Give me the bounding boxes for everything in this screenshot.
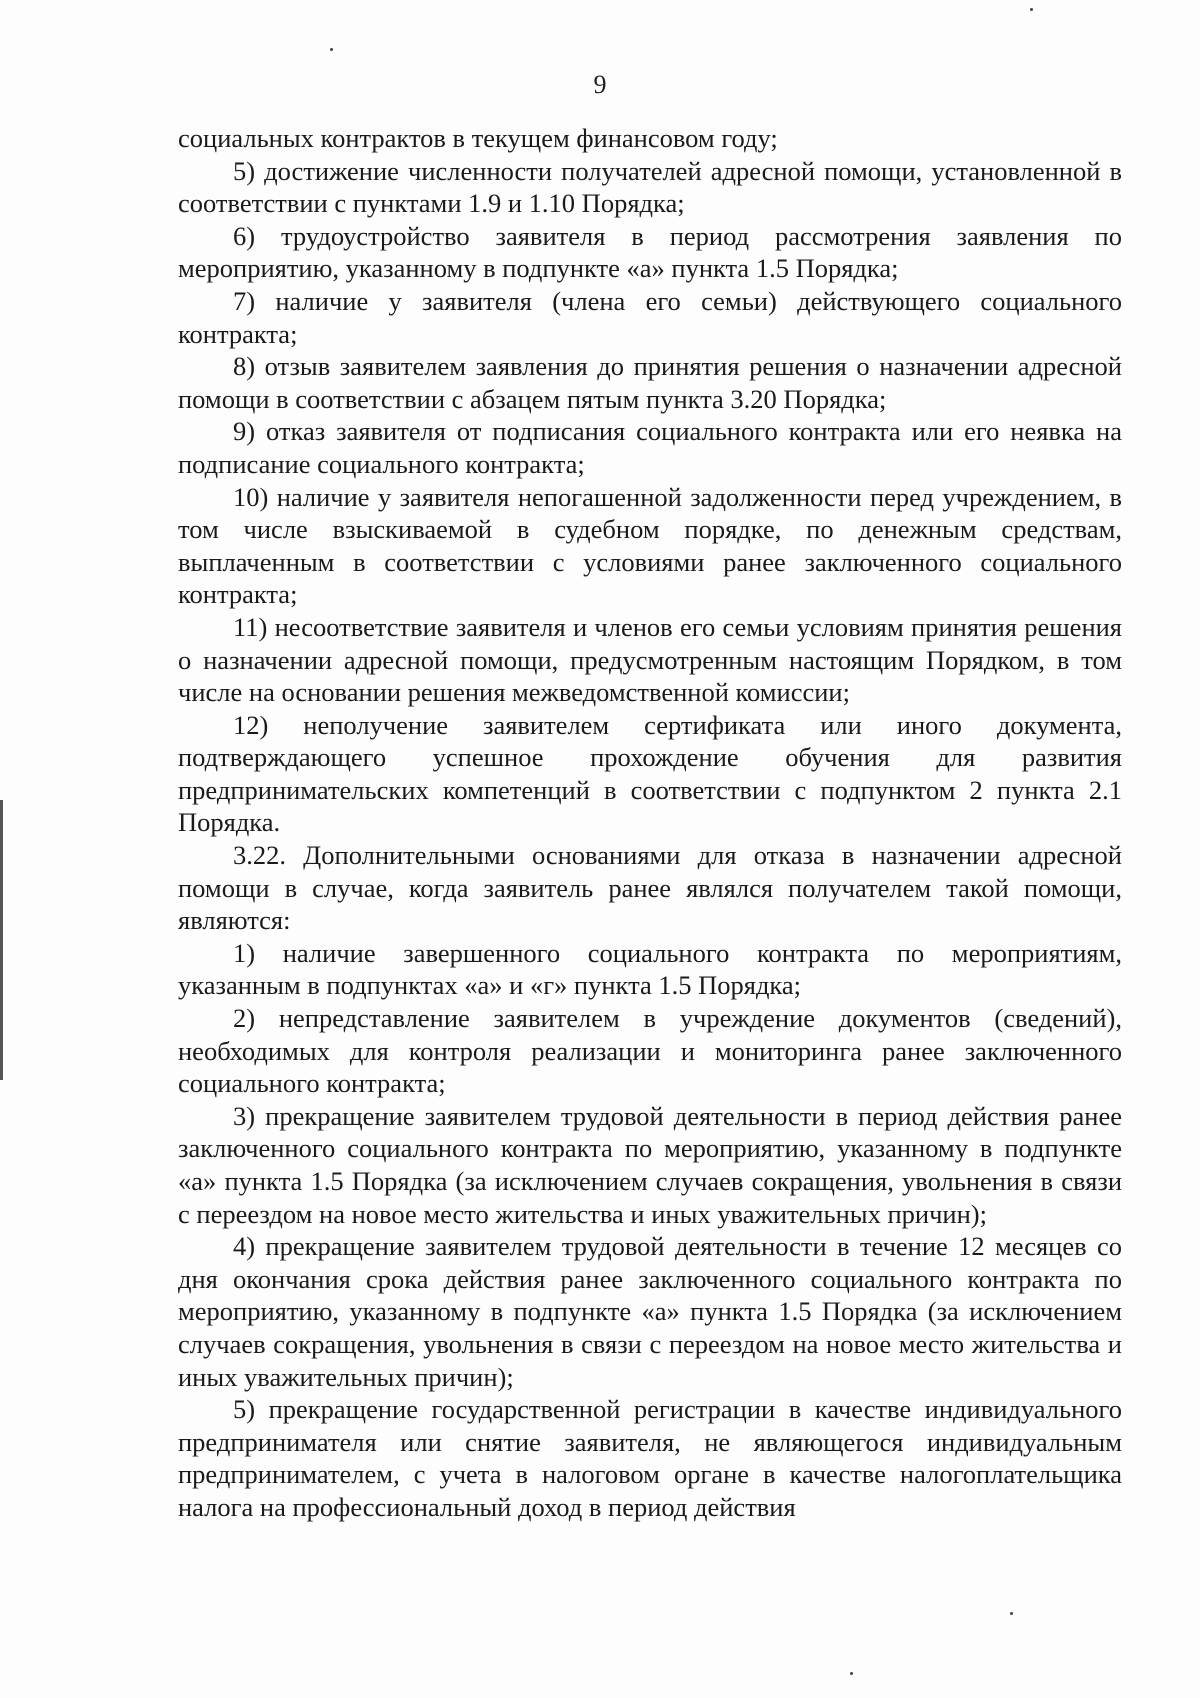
document-text (178, 122, 1122, 1524)
list-item: 12) неполучение заявителем сертификата или иного документа, подтверждающего успешное прохождение обучения для развития предпринимательских компетенций в соответствии с подпунктом 2 пункта 2.1 Порядка. (178, 709, 1122, 838)
page-number: 9 (593, 70, 607, 99)
list-item: 3) прекращение заявителем трудовой деятельности в период действия ранее заключенного социального контракта по мероприятию, указанному в подпункте «а» пункта 1.5 Порядка (за исключением случаев сокращения, увольнения в связи с переездом на новое место жительства и иных уважительных причин); (178, 1100, 1122, 1229)
list-item: 5) прекращение государственной регистрации в качестве индивидуального предпринимателя или снятие заявителя, не являющегося индивидуальным предпринимателем, с учета в налоговом органе в качестве налогоплательщика налога на профессиональный доход в период действия (178, 1394, 1122, 1522)
list-item: 6) трудоустройство заявителя в период рассмотрения заявления по мероприятию, указанному в подпункте «а» пункта 1.5 Порядка; (178, 220, 1122, 284)
list-item: 7) наличие у заявителя (члена его семьи) действующего социального контракта; (178, 285, 1122, 349)
list-item: 1) наличие завершенного социального контракта по мероприятиям, указанным в подпунктах «а» и «г» пункта 1.5 Порядка; (178, 937, 1122, 1001)
scan-speck (1010, 1612, 1013, 1615)
section-paragraph: 3.22. Дополнительными основаниями для отказа в назначении адресной помощи в случае, когда заявитель ранее являлся получателем такой помощи, являются: (178, 840, 1122, 936)
list-item: 8) отзыв заявителем заявления до принятия решения о назначении адресной помощи в соответствии с абзацем пятым пункта 3.20 Порядка; (178, 351, 1122, 414)
paragraph: социальных контрактов в текущем финансовом году; (178, 123, 778, 153)
list-item: 9) отказ заявителя от подписания социального контракта или его неявка на подписание социального контракта; (178, 416, 1122, 479)
list-item: 10) наличие у заявителя непогашенной задолженности перед учреждением, в том числе взыскиваемой в судебном порядке, по денежным средствам, выплаченным в соответствии с условиями ранее заключенного социального контракта; (178, 481, 1122, 610)
scan-speck (850, 1672, 853, 1675)
list-item: 2) непредставление заявителем в учреждение документов (сведений), необходимых для контроля реализации и мониторинга ранее заключенного социального контракта; (178, 1003, 1122, 1099)
list-item: 11) несоответствие заявителя и членов его семьи условиям принятия решения о назначении адресной помощи, предусмотренным настоящим Порядком, в том числе на основании решения межведомственной комиссии; (178, 611, 1122, 708)
scan-speck (330, 48, 333, 51)
list-item: 5) достижение численности получателей адресной помощи, установленной в соответствии с пунктами 1.9 и 1.10 Порядка; (178, 155, 1122, 219)
scan-edge-mark (0, 800, 3, 1080)
list-item: 4) прекращение заявителем трудовой деятельности в течение 12 месяцев со дня окончания срока действия ранее заключенного социального контракта по мероприятию, указанному в подпункте «а» пункта 1.5 Порядка (за исключением случаев сокращения, увольнения в связи с переездом на новое место жительства и иных уважительных причин); (178, 1231, 1122, 1392)
scan-speck (1030, 8, 1033, 11)
